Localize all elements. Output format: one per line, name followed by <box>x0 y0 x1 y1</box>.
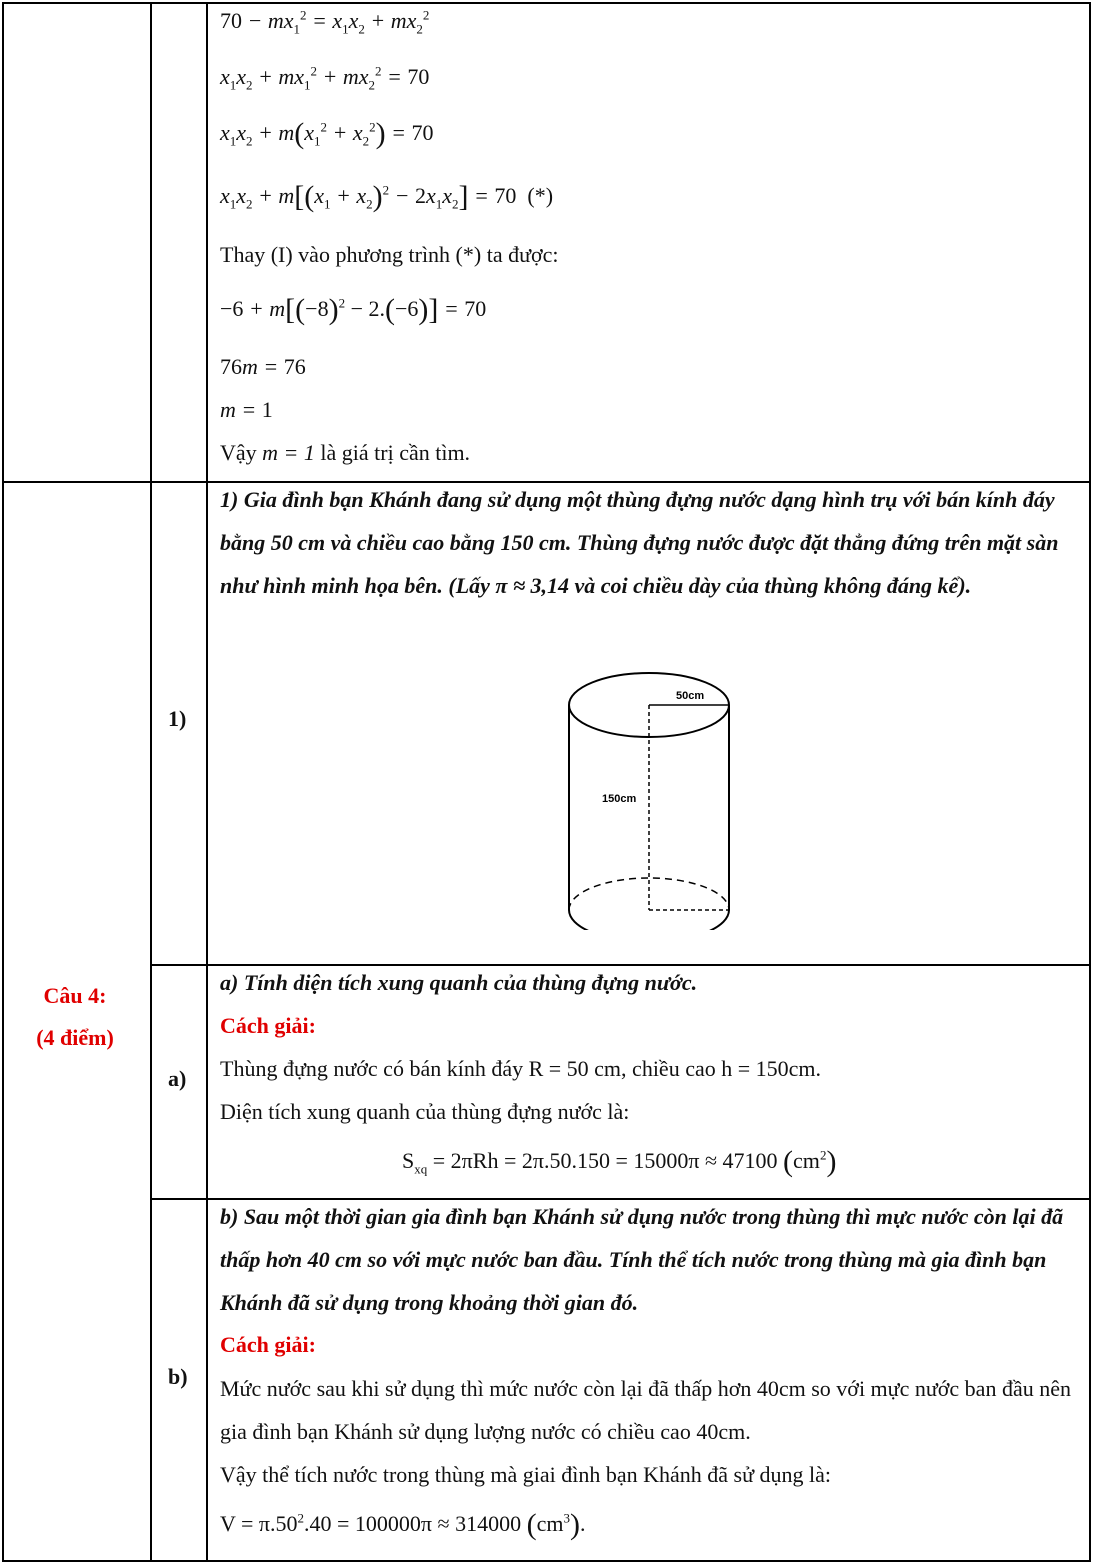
part-a-label: a) <box>168 1066 187 1091</box>
part-1-label: 1) <box>168 706 187 731</box>
part-b-question: b) Sau một thời gian gia đình bạn Khánh sử dụng nước trong thùng thì mực nước còn lại đã thấp hơn 40 cm so với mực nước ban đầu. Tính thể tích nước trong thùng mà gia đình bạn Khánh đã sử dụng trong khoảng thời gian đó. <box>220 1204 1064 1315</box>
cylinder-figure <box>560 668 740 930</box>
equation-6: 76m = 76 <box>220 354 306 379</box>
radius-label: 50cm <box>676 690 705 702</box>
table-column-divider <box>150 2 152 1562</box>
part-b-label: b) <box>168 1364 188 1389</box>
conclusion <box>220 440 470 466</box>
part-a-question: a) Tính diện tích xung quanh của thùng đựng nước. <box>220 970 698 995</box>
table-left-border <box>2 2 4 1562</box>
conclusion-prefix: Vậy <box>220 440 257 465</box>
equation-4: $x_1x_2 + m[(x_1 + x_2)^2 - 2x_1x_2] = 70$ (*) <box>220 180 554 213</box>
part-b-line-2: Vậy thể tích nước trong thùng mà giai đình bạn Khánh đã sử dụng là: <box>220 1462 832 1487</box>
conclusion-suffix: là giá trị cần tìm. <box>320 440 471 465</box>
part-a-method: Cách giải: <box>220 1013 316 1038</box>
part-a-formula: $S_{xq} = 2\pi Rh = 2\pi.50.150 = 15000\pi \approx 47100$ $(cm^2)$ <box>402 1145 837 1178</box>
equation-7: m = 1 <box>220 397 273 422</box>
height-label: 150cm <box>602 793 637 805</box>
conclusion-math: m = 1 <box>262 440 315 465</box>
table-top-border <box>2 2 1091 4</box>
equation-5: $-6 + m[(-8)^2 - 2.(-6)] = 70$ <box>220 293 487 326</box>
part-a-line-1: Thùng đựng nước có bán kính đáy R = 50 cm, chiều cao h = 150cm. <box>220 1056 822 1081</box>
question-points: (4 điểm) <box>36 1025 114 1050</box>
table-column-divider <box>206 2 208 1562</box>
cylinder-bottom-front <box>569 910 729 930</box>
part-b-formula: $V = \pi.50^2.40 = 100000\pi \approx 314000$ $(cm^3)$. <box>220 1508 586 1541</box>
part-b-method: Cách giải: <box>220 1332 316 1357</box>
table-right-border <box>1089 2 1091 1562</box>
equation-3: $x_1x_2 + m(x_1^2 + x_2^2) = 70$ <box>220 117 434 150</box>
part-1-problem: 1) Gia đình bạn Khánh đang sử dụng một thùng đựng nước dạng hình trụ với bán kính đáy bằng 50 cm và chiều cao bằng 150 cm. Thùng đựng nước được đặt thẳng đứng trên mặt sàn như hình minh họa bên. (Lấy π ≈ 3,14 và coi chiều dày của thùng không đáng kể). <box>220 487 1059 598</box>
question-title: Câu 4: <box>43 983 107 1008</box>
equation-1: $70 - mx_1^2 = x_1x_2 + mx_2^2$ <box>220 7 430 37</box>
part-b-line-1: Mức nước sau khi sử dụng thì mức nước còn lại đã thấp hơn 40cm so với mực nước ban đầu nên gia đình bạn Khánh sử dụng lượng nước có chiều cao 40cm. <box>220 1376 1071 1444</box>
substitute-text: Thay (I) vào phương trình (*) ta được: <box>220 242 559 267</box>
part-a-line-2: Diện tích xung quanh của thùng đựng nước là: <box>220 1099 630 1124</box>
table-bottom-border <box>2 1560 1091 1562</box>
equation-2: $x_1x_2 + mx_1^2 + mx_2^2 = 70$ <box>220 63 430 93</box>
